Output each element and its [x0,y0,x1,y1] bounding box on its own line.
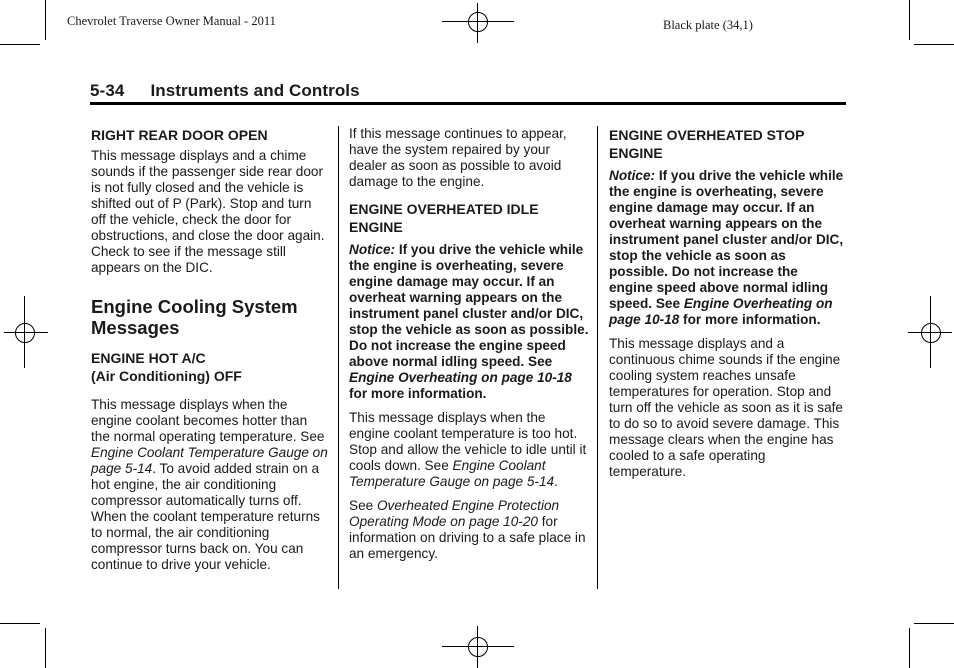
paragraph-door-open: This message displays and a chime sounds if the passenger side rear door is not fully closed and the vehicle is shifted out of P (Park). Stop and turn off the vehicle, check the door for obstructions, and close the door again. Check to see if the message still appears on the DIC. [91,148,325,275]
link-overheated-protection[interactable]: Overheated Engine Protection Operating Mode on page 10-20 [349,498,560,529]
registration-mark-bottom [442,626,514,668]
link-engine-overheating[interactable]: Engine Overheating on page 10-18 [349,370,572,385]
heading-engine-hot-line2: (Air Conditioning) OFF [91,368,242,384]
heading-engine-cooling-messages: Engine Cooling System Messages [91,296,298,338]
text-segment: This message displays when the engine coolant becomes hotter than the normal operating temperature. See [91,397,325,444]
column-divider-2 [597,126,598,589]
column-divider-1 [338,126,339,589]
notice-overheat-idle [349,242,589,402]
text-segment: . [554,474,558,489]
column-3 [609,126,845,488]
text-segment: See [349,498,377,513]
crop-mark-top-left-h [0,44,40,45]
column-2 [349,126,589,570]
link-engine-overheating[interactable]: Engine Overheating on page 10-18 [609,296,833,327]
text-segment: for more information. [349,386,487,401]
link-engine-coolant-gauge[interactable]: Engine Coolant Temperature Gauge on page 5-14 [91,445,328,476]
heading-engine-hot-ac-off [91,349,329,385]
section-heading [90,81,846,101]
registration-mark-left [4,296,48,368]
heading-engine-hot-line1: ENGINE HOT A/C [91,350,206,366]
text-segment: This message displays when the engine coolant temperature is too hot. Stop and allow the vehicle to idle until it cools down. See [349,410,587,473]
section-rule [90,102,846,105]
crop-mark-top-right-v [909,0,910,40]
text-segment: for information on driving to a safe place in an emergency. [349,514,586,561]
paragraph-continues: If this message continues to appear, have the system repaired by your dealer as soon as possible to avoid damage to the engine. [349,126,567,189]
heading-engine-overheated-idle: ENGINE OVERHEATED IDLE ENGINE [349,201,539,235]
link-engine-coolant-gauge[interactable]: Engine Coolant Temperature Gauge on page 5-14 [349,458,555,489]
crop-mark-top-right-h [914,44,954,45]
registration-mark-right [908,296,952,368]
heading-right-rear-door-open: RIGHT REAR DOOR OPEN [91,127,268,143]
paragraph-see-protection [349,498,589,562]
crop-mark-bottom-left-h [0,623,40,624]
text-segment: . To avoid added strain on a hot engine, the air conditioning compressor automatically turns off. When the coolant temperature returns to normal, the air conditioning compressor turns back on. You can continue to drive your vehicle. [91,461,320,572]
notice-overheat-stop [609,168,845,328]
crop-mark-bottom-right-v [909,628,910,668]
manual-title: Chevrolet Traverse Owner Manual - 2011 [67,14,276,28]
text-segment: If you drive the vehicle while the engine is overheating, severe engine damage may occur. If an overheat warning appears on the instrument panel cluster and/or DIC, stop the vehicle as soon as possible. Do not increase the engine speed above normal idling speed. See [349,242,589,369]
column-1 [91,126,329,581]
section-title: Instruments and Controls [150,81,360,100]
paragraph-stop-engine: This message displays and a continuous chime sounds if the engine cooling system reaches unsafe temperatures for operation. Stop and turn off the vehicle as soon as it is safe to do so to avoid severe damage. This message clears when the engine has cooled to a safe operating temperature. [609,336,843,479]
crop-mark-bottom-right-h [914,623,954,624]
text-segment: for more information. [679,312,821,327]
crop-mark-top-left-v [45,0,46,40]
paragraph-too-hot [349,410,589,490]
crop-mark-bottom-left-v [45,628,46,668]
plate-label: Black plate (34,1) [663,18,753,32]
heading-engine-overheated-stop: ENGINE OVERHEATED STOP ENGINE [609,127,805,161]
page-number: 5-34 [90,81,125,100]
text-segment: If you drive the vehicle while the engine is overheating, severe engine damage may occur. If an overheat warning appears on the instrument panel cluster and/or DIC, stop the vehicle as soon as possible. Do not increase the engine speed above normal idling speed. See [609,168,844,311]
registration-mark-top [442,3,514,43]
notice-label: Notice: [609,168,656,183]
paragraph-engine-hot [91,397,329,573]
notice-label: Notice: [349,242,396,257]
